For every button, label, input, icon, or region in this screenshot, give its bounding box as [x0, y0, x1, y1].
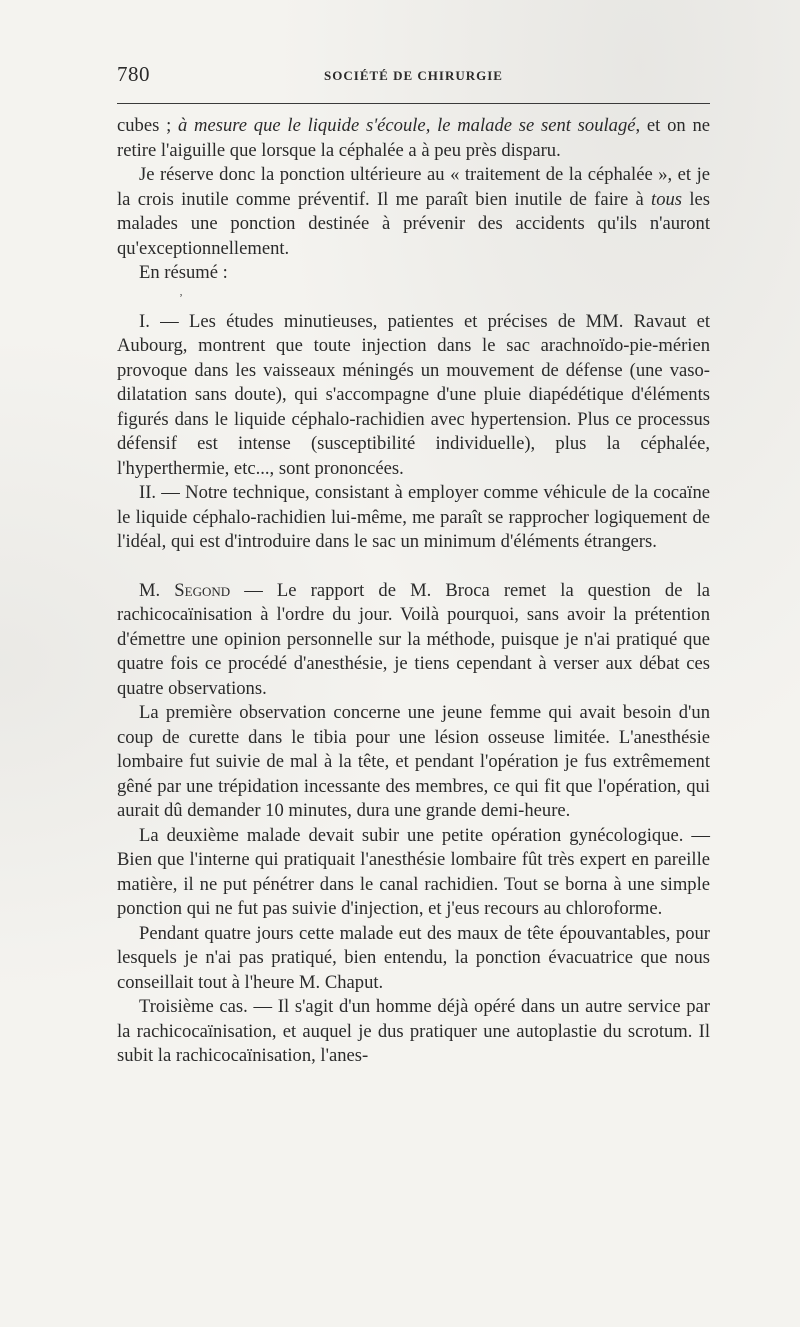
text-run: , et on ne retire l'aiguille que lorsque la céphalée a à peu près disparu. [117, 115, 710, 161]
speaker-name: M. Segond [139, 579, 231, 601]
paragraph-resume-heading: En résumé : [139, 262, 228, 283]
paragraph-reserve [117, 163, 710, 261]
text-run: Je réserve donc la ponction ultérieure au « traitement de la céphalée », et je la crois inutile comme préventif. Il me paraît bien inutile de faire à [117, 164, 710, 210]
paragraph-continuation [117, 114, 710, 163]
paragraph-point-two: II. — Notre technique, consistant à employer comme véhicule de la cocaïne le liquide céphalo-rachidien lui-même, me paraît se rapprocher logiquement de l'idéal, qui est d'introduire dans le sac un minimum d'éléments étrangers. [117, 482, 710, 552]
section-gap [117, 555, 710, 579]
paragraph-segond [117, 579, 710, 702]
paragraph-third-case: Troisième cas. — Il s'agit d'un homme déjà opéré dans un autre service par la rachicocaïnisation, et auquel je dus pratiquer une autoplastie du scrotum. Il subit la rachicocaïnisation, l'anes- [117, 996, 710, 1066]
italic-text: tous [651, 188, 683, 210]
page-number: 780 [117, 62, 150, 86]
text-run: les malades une ponction destinée à prévenir des accidents qu'ils n'auront qu'exceptionnellement. [117, 188, 710, 259]
body-text [117, 114, 710, 1069]
paragraph-second-observation: La deuxième malade devait subir une petite opération gynécologique. — Bien que l'interne qui pratiquait l'anesthésie lombaire fût très expert en pareille matière, il ne put pénétrer dans le canal rachidien. Tout se borna à une simple ponction qui ne fut pas suivie d'injection, et j'eus recours au chloroforme. [117, 824, 710, 919]
page-header [117, 62, 710, 92]
stray-mark: ʼ [179, 290, 183, 305]
header-rule [117, 103, 710, 104]
running-title: SOCIÉTÉ DE CHIRURGIE [324, 68, 503, 83]
paragraph-headaches: Pendant quatre jours cette malade eut des maux de tête épouvantables, pour lesquels je n'ai pas pratiqué, bien entendu, la ponction évacuatrice que nous conseillait tout à l'heure M. Chaput. [117, 922, 710, 993]
text-run: — Le rapport de M. Broca remet la question de la rachicocaïnisation à l'ordre du jour. Voilà pourquoi, sans avoir la prétention d'émettre une opinion personnelle sur la méthode, puisque je n'ai pratiqué que quatre fois ce procédé d'anesthésie, je tiens cependant à verser aux débat ces quatre observations. [117, 579, 710, 699]
italic-text: à mesure que le liquide s'écoule, le malade se sent soulagé [178, 115, 636, 136]
paragraph-point-one: I. — Les études minutieuses, patientes et précises de MM. Ravaut et Aubourg, montrent que toute injection dans le sac arachnoïdo-pie-mérien provoque dans les vaisseaux méningés un mouvement de défense (une vaso-dilatation sans doute), qui s'accompagne d'une pluie diapédétique d'éléments figurés dans le liquide céphalo-rachidien avec hypertension. Plus ce processus défensif est intense (susceptibilité individuelle), plus la céphalée, l'hyperthermie, etc..., sont prononcées. [117, 310, 710, 479]
paragraph-first-observation: La première observation concerne une jeune femme qui avait besoin d'un coup de curette dans le tibia pour une lésion osseuse limitée. L'anesthésie lombaire fut suivie de mal à la tête, et pendant l'opération je fus extrêmement gêné par une trépidation incessante des membres, ce qui fit que l'opération, qui aurait dû demander 10 minutes, dura une grande demi-heure. [117, 702, 710, 821]
text-run: cubes ; [117, 115, 178, 136]
